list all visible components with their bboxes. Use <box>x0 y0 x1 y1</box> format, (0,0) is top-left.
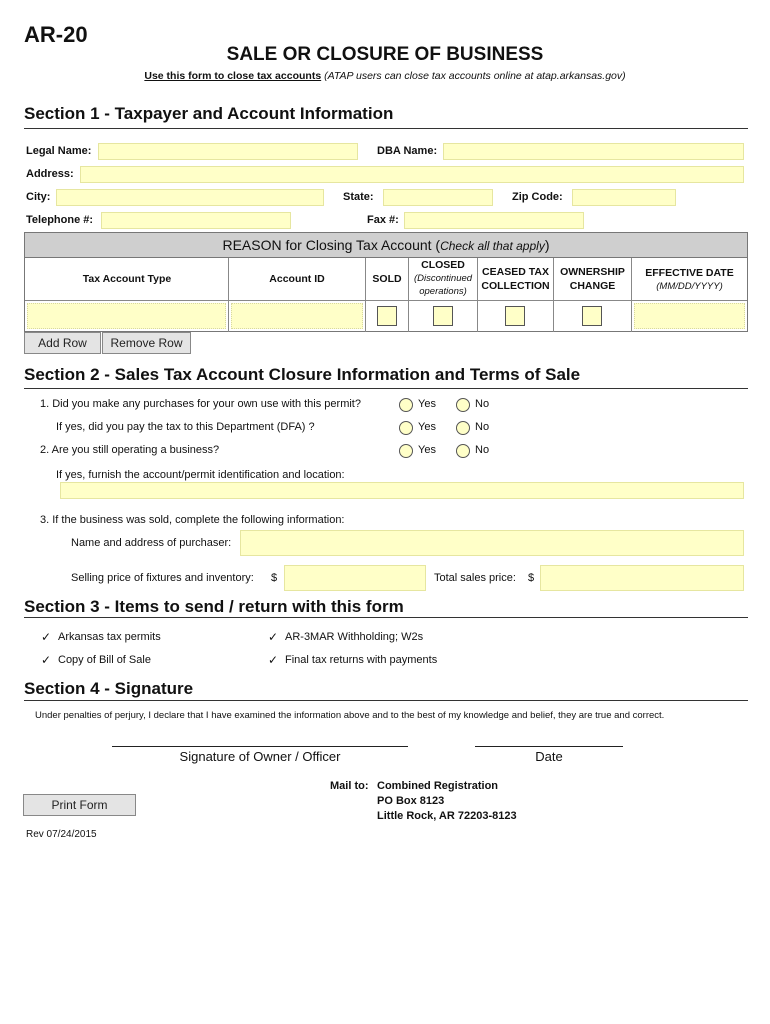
tax-account-type-field[interactable] <box>27 303 226 329</box>
fax-field[interactable] <box>404 212 584 229</box>
total-sales-dollar: $ <box>528 572 535 584</box>
q2-no-label: No <box>475 444 490 456</box>
total-sales-label: Total sales price: <box>434 572 516 584</box>
item-arkansas-tax-permits: Arkansas tax permits <box>58 631 161 643</box>
permit-location-field[interactable] <box>60 482 744 499</box>
col-ownership-line2: CHANGE <box>569 280 616 292</box>
col-closed-sub2: operations) <box>419 286 467 297</box>
question-1: 1. Did you make any purchases for your own use with this permit? <box>40 398 361 410</box>
city-field[interactable] <box>56 189 324 206</box>
q1-yes-radio[interactable] <box>399 398 413 412</box>
dba-name-label: DBA Name: <box>377 145 438 157</box>
form-subtitle <box>0 70 770 82</box>
reason-table-title <box>25 233 747 258</box>
legal-name-label: Legal Name: <box>26 145 92 157</box>
dba-name-field[interactable] <box>443 143 744 160</box>
subtitle-note: (ATAP users can close tax accounts online at atap.arkansas.gov) <box>324 70 626 82</box>
question-2: 2. Are you still operating a business? <box>40 444 220 456</box>
revision-date: Rev 07/24/2015 <box>26 829 97 840</box>
question-1b: If yes, did you pay the tax to this Department (DFA) ? <box>56 421 315 433</box>
section1-title: Section 1 - Taxpayer and Account Information <box>24 104 394 123</box>
col-account-id: Account ID <box>269 273 325 285</box>
form-title: SALE OR CLOSURE OF BUSINESS <box>226 44 544 65</box>
perjury-declaration: Under penalties of perjury, I declare that I have examined the information above and to the best of my knowledge and belief, they are true and correct. <box>35 710 665 721</box>
ceased-tax-collection-checkbox[interactable] <box>505 306 525 326</box>
ownership-change-checkbox[interactable] <box>582 306 602 326</box>
telephone-label: Telephone #: <box>26 214 94 226</box>
form-code: AR-20 <box>24 22 88 47</box>
reason-title-italic: Check all that apply <box>440 239 545 253</box>
remove-row-button[interactable]: Remove Row <box>102 332 191 354</box>
purchaser-label: Name and address of purchaser: <box>71 537 232 549</box>
col-closed-sub1: (Discontinued <box>413 273 473 284</box>
q1b-no-radio[interactable] <box>456 421 470 435</box>
mail-to-label: Mail to: <box>330 780 369 792</box>
check-icon: ✓ <box>41 653 52 667</box>
section1-rule <box>24 128 748 129</box>
check-icon: ✓ <box>268 653 279 667</box>
table-row-divider <box>25 300 747 301</box>
question-3: 3. If the business was sold, complete the following information: <box>40 514 345 526</box>
zip-label: Zip Code: <box>512 191 563 203</box>
mail-line-3: Little Rock, AR 72203-8123 <box>377 810 517 822</box>
signature-label: Signature of Owner / Officer <box>179 749 341 764</box>
account-id-field[interactable] <box>231 303 363 329</box>
item-ar3mar: AR-3MAR Withholding; W2s <box>285 631 424 643</box>
mail-line-1: Combined Registration <box>377 780 499 792</box>
col-effective-sub: (MM/DD/YYYY) <box>656 281 723 292</box>
col-effective-date <box>632 266 747 294</box>
total-sales-field[interactable] <box>540 565 744 591</box>
selling-price-label: Selling price of fixtures and inventory: <box>71 572 254 584</box>
q1-no-radio[interactable] <box>456 398 470 412</box>
item-bill-of-sale: Copy of Bill of Sale <box>58 654 151 666</box>
q2-yes-radio[interactable] <box>399 444 413 458</box>
zip-field[interactable] <box>572 189 676 206</box>
mail-line-2: PO Box 8123 <box>377 795 445 807</box>
selling-price-dollar: $ <box>271 572 278 584</box>
section4-title: Section 4 - Signature <box>24 679 194 698</box>
section4-rule <box>24 700 748 701</box>
date-label: Date <box>535 749 563 764</box>
q1b-yes-label: Yes <box>418 421 436 433</box>
signature-line[interactable] <box>112 746 408 747</box>
fax-label: Fax #: <box>367 214 399 226</box>
question-2b: If yes, furnish the account/permit identification and location: <box>56 469 345 481</box>
section2-rule <box>24 388 748 389</box>
table-divider <box>228 258 229 332</box>
col-ownership <box>554 265 631 293</box>
selling-price-field[interactable] <box>284 565 426 591</box>
section3-rule <box>24 617 748 618</box>
date-line[interactable] <box>475 746 623 747</box>
sold-checkbox[interactable] <box>377 306 397 326</box>
state-field[interactable] <box>383 189 493 206</box>
col-ceased-line1: CEASED TAX <box>482 266 549 278</box>
col-ceased <box>478 265 553 293</box>
subtitle-link-text: Use this form to close tax accounts <box>144 70 322 82</box>
legal-name-field[interactable] <box>98 143 358 160</box>
col-closed-label: CLOSED <box>421 259 465 271</box>
section2-title: Section 2 - Sales Tax Account Closure Information and Terms of Sale <box>24 365 581 384</box>
city-label: City: <box>26 191 51 203</box>
address-field[interactable] <box>80 166 744 183</box>
reason-title-main: REASON for Closing Tax Account ( <box>222 237 441 253</box>
address-label: Address: <box>26 168 74 180</box>
check-icon: ✓ <box>268 630 279 644</box>
q1-yes-label: Yes <box>418 398 436 410</box>
col-closed <box>409 259 477 298</box>
print-form-button[interactable]: Print Form <box>23 794 136 816</box>
col-ceased-line2: COLLECTION <box>481 280 550 292</box>
col-tax-account-type: Tax Account Type <box>82 273 172 285</box>
q1-no-label: No <box>475 398 490 410</box>
reason-title-end: ) <box>544 237 550 253</box>
purchaser-field[interactable] <box>240 530 744 556</box>
col-effective-label: EFFECTIVE DATE <box>645 267 734 279</box>
effective-date-field[interactable] <box>634 303 745 329</box>
q1b-yes-radio[interactable] <box>399 421 413 435</box>
add-row-button[interactable]: Add Row <box>24 332 101 354</box>
check-icon: ✓ <box>41 630 52 644</box>
col-sold: SOLD <box>372 273 402 285</box>
section3-title: Section 3 - Items to send / return with this form <box>24 597 404 616</box>
q2-yes-label: Yes <box>418 444 436 456</box>
table-divider <box>365 258 366 332</box>
telephone-field[interactable] <box>101 212 291 229</box>
closed-checkbox[interactable] <box>433 306 453 326</box>
item-final-returns: Final tax returns with payments <box>285 654 438 666</box>
q2-no-radio[interactable] <box>456 444 470 458</box>
state-label: State: <box>343 191 374 203</box>
col-ownership-line1: OWNERSHIP <box>560 266 625 278</box>
q1b-no-label: No <box>475 421 490 433</box>
